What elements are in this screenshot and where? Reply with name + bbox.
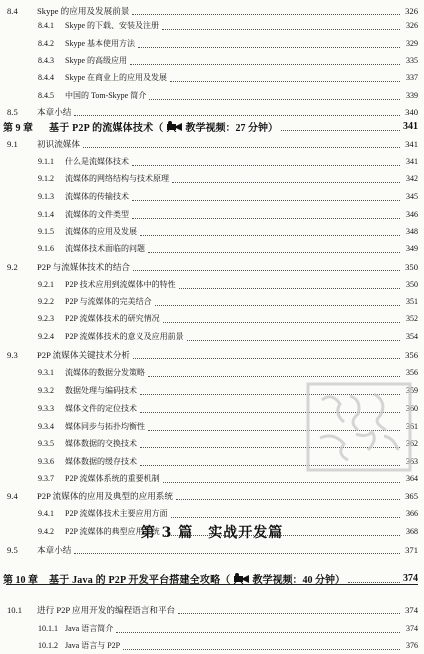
toc-subsection-entry[interactable] bbox=[38, 470, 418, 487]
entry-number: 8.4.5 bbox=[38, 91, 54, 100]
dot-leader bbox=[162, 28, 400, 30]
page-number: 342 bbox=[406, 174, 418, 183]
dot-leader bbox=[123, 648, 400, 650]
entry-title: 流媒体的网络结构与技术原理 bbox=[65, 174, 169, 183]
entry-number: 9.3.1 bbox=[38, 368, 54, 377]
toc-section-entry[interactable] bbox=[7, 346, 418, 363]
entry-title: Java 语言简介 bbox=[65, 624, 114, 633]
page-number: 326 bbox=[406, 21, 418, 30]
entry-number: 8.4.3 bbox=[38, 56, 54, 65]
entry-title: Skype 的高级应用 bbox=[65, 56, 127, 65]
entry-title: Java 语言与 P2P bbox=[65, 641, 121, 650]
toc-chapter-entry[interactable] bbox=[3, 570, 418, 587]
page-number: 335 bbox=[406, 56, 418, 65]
toc-subsection-entry[interactable] bbox=[38, 328, 418, 345]
page-number: 359 bbox=[406, 386, 418, 395]
toc-subsection-entry[interactable] bbox=[38, 418, 418, 435]
toc-section-entry[interactable] bbox=[7, 258, 418, 275]
entry-title: 基于 P2P 的流媒体技术（ bbox=[49, 123, 164, 134]
dot-leader bbox=[133, 269, 400, 271]
page-number: 366 bbox=[406, 509, 418, 518]
page-number: 329 bbox=[406, 39, 418, 48]
entry-title: P2P 技术应用到流媒体中的特性 bbox=[65, 280, 176, 289]
entry-number: 9.2.4 bbox=[38, 332, 54, 341]
toc-subsection-entry[interactable] bbox=[38, 223, 418, 240]
entry-title: P2P 流媒体关键技术分析 bbox=[37, 349, 131, 360]
entry-number: 10.1.1 bbox=[38, 624, 58, 633]
toc-subsection-entry[interactable] bbox=[38, 35, 418, 52]
entry-number: 9.3.6 bbox=[38, 457, 54, 466]
toc-subsection-entry[interactable] bbox=[38, 188, 418, 205]
entry-number: 8.4 bbox=[7, 5, 18, 16]
part-heading: 第 3 篇 实战开发篇 bbox=[140, 525, 284, 541]
dot-leader bbox=[140, 393, 400, 395]
dot-leader bbox=[163, 321, 400, 323]
entry-title: 流媒体的数据分发策略 bbox=[65, 368, 145, 377]
entry-number: 9.1.3 bbox=[38, 192, 54, 201]
toc-section-entry[interactable] bbox=[7, 487, 418, 504]
page-number: 360 bbox=[406, 404, 418, 413]
dot-leader bbox=[133, 357, 400, 359]
entry-title: P2P 流媒体技术的研究情况 bbox=[65, 314, 160, 323]
entry-number: 9.3.7 bbox=[38, 474, 54, 483]
entry-number: 9.3.5 bbox=[38, 439, 54, 448]
entry-number: 10.1.2 bbox=[38, 641, 58, 650]
toc-subsection-entry[interactable] bbox=[38, 276, 418, 293]
toc-subsection-entry[interactable] bbox=[38, 400, 418, 417]
entry-title: P2P 与流媒体的完美结合 bbox=[65, 297, 152, 306]
dot-leader bbox=[163, 481, 400, 483]
page-number: 351 bbox=[406, 297, 418, 306]
entry-title: 中国的 Tom-Skype 简介 bbox=[65, 91, 147, 100]
entry-title: 媒体文件的定位技术 bbox=[65, 404, 137, 413]
entry-number: 8.4.2 bbox=[38, 39, 54, 48]
dot-leader bbox=[148, 429, 400, 431]
page-number: 337 bbox=[406, 73, 418, 82]
page-number: 374 bbox=[405, 604, 418, 615]
entry-number: 9.1.1 bbox=[38, 157, 54, 166]
toc-subsection-entry[interactable] bbox=[38, 206, 418, 223]
dot-leader bbox=[138, 46, 400, 48]
entry-number: 9.1.2 bbox=[38, 174, 54, 183]
dot-leader bbox=[149, 98, 400, 100]
entry-number: 9.4.2 bbox=[38, 527, 54, 536]
entry-title: P2P 流媒体系统的重要机制 bbox=[65, 474, 160, 483]
entry-title: P2P 流媒体技术的意义及应用前景 bbox=[65, 332, 184, 341]
page-number: 352 bbox=[406, 314, 418, 323]
entry-title: 媒体数据的缓存技术 bbox=[65, 457, 137, 466]
toc-subsection-entry[interactable] bbox=[38, 170, 418, 187]
entry-number: 9.2.3 bbox=[38, 314, 54, 323]
toc-subsection-entry[interactable] bbox=[38, 310, 418, 327]
entry-title: 本章小结 bbox=[37, 106, 72, 117]
dot-leader bbox=[176, 498, 400, 500]
toc-chapter-entry[interactable] bbox=[3, 118, 418, 135]
entry-number: 9.3.3 bbox=[38, 404, 54, 413]
page-number: 345 bbox=[406, 192, 418, 201]
entry-number: 第 9 章 bbox=[3, 123, 33, 134]
toc-subsection-entry[interactable] bbox=[38, 453, 418, 470]
entry-number: 9.3 bbox=[7, 349, 18, 360]
entry-number: 9.4 bbox=[7, 490, 18, 501]
page-number: 354 bbox=[406, 332, 418, 341]
entry-title: 流媒体的应用及发展 bbox=[65, 227, 137, 236]
page-number: 362 bbox=[406, 439, 418, 448]
dot-leader bbox=[74, 114, 400, 116]
entry-title: P2P 流媒体的应用及典型的应用系统 bbox=[37, 490, 173, 501]
entry-title: P2P 与流媒体技术的结合 bbox=[37, 261, 131, 272]
page-number: 341 bbox=[406, 157, 418, 166]
page-number: 348 bbox=[406, 227, 418, 236]
page-number: 349 bbox=[406, 244, 418, 253]
entry-number: 9.1.5 bbox=[38, 227, 54, 236]
entry-title: Skype 的下载、安装及注册 bbox=[65, 21, 159, 30]
entry-number: 9.3.4 bbox=[38, 422, 54, 431]
page-number: 374 bbox=[406, 624, 418, 633]
toc-subsection-entry[interactable] bbox=[38, 52, 418, 69]
entry-title: 进行 P2P 应用开发的编程语言和平台 bbox=[37, 604, 176, 615]
entry-title: 什么是流媒体技术 bbox=[65, 157, 129, 166]
video-duration: 教学视频：40 分钟） bbox=[252, 575, 345, 586]
dot-leader bbox=[132, 199, 400, 201]
toc-subsection-entry[interactable] bbox=[38, 87, 418, 104]
dot-leader bbox=[281, 129, 400, 131]
entry-title: Skype 基本使用方法 bbox=[65, 39, 135, 48]
toc-subsection-entry[interactable] bbox=[38, 293, 418, 310]
dot-leader bbox=[155, 304, 400, 306]
toc-section-entry[interactable] bbox=[7, 135, 418, 152]
entry-title: 本章小结 bbox=[37, 544, 72, 555]
page-number: 350 bbox=[406, 280, 418, 289]
toc-section-entry[interactable] bbox=[7, 541, 418, 558]
dot-leader bbox=[140, 234, 400, 236]
entry-number: 9.1 bbox=[7, 138, 18, 149]
toc-subsection-entry[interactable] bbox=[38, 435, 418, 452]
toc-subsection-entry[interactable] bbox=[38, 620, 418, 637]
entry-number: 8.5 bbox=[7, 106, 18, 117]
page-number: 364 bbox=[406, 474, 418, 483]
toc-section-entry[interactable] bbox=[7, 601, 418, 618]
page-number: 376 bbox=[406, 641, 418, 650]
page-number: 340 bbox=[405, 106, 418, 117]
toc-subsection-entry[interactable] bbox=[38, 382, 418, 399]
dot-leader bbox=[140, 411, 400, 413]
entry-number: 9.2.1 bbox=[38, 280, 54, 289]
dot-leader bbox=[116, 631, 400, 633]
entry-number: 第 10 章 bbox=[3, 575, 38, 586]
page-number: 326 bbox=[405, 5, 418, 16]
entry-title: 数据处理与编码技术 bbox=[65, 386, 137, 395]
entry-title: 基于 Java 的 P2P 开发平台搭建全攻略（ bbox=[49, 575, 231, 586]
entry-number: 9.1.4 bbox=[38, 210, 54, 219]
page-number: 368 bbox=[406, 527, 418, 536]
entry-number: 9.2 bbox=[7, 261, 18, 272]
entry-title: Skype 在商业上的应用及发展 bbox=[65, 73, 167, 82]
dot-leader bbox=[83, 146, 400, 148]
dot-leader bbox=[74, 552, 400, 554]
dot-leader bbox=[187, 339, 400, 341]
dot-leader bbox=[170, 80, 400, 82]
page-number: 346 bbox=[406, 210, 418, 219]
toc-subsection-entry[interactable] bbox=[38, 505, 418, 522]
page-number: 356 bbox=[406, 368, 418, 377]
entry-number: 8.4.1 bbox=[38, 21, 54, 30]
dot-leader bbox=[172, 181, 400, 183]
toc-subsection-entry[interactable] bbox=[38, 17, 418, 34]
dot-leader bbox=[130, 63, 400, 65]
entry-number: 10.1 bbox=[7, 604, 23, 615]
toc-subsection-entry[interactable] bbox=[38, 364, 418, 381]
toc-subsection-entry[interactable] bbox=[38, 637, 418, 654]
entry-title: 初识流媒体 bbox=[37, 138, 80, 149]
dot-leader bbox=[179, 287, 400, 289]
dot-leader bbox=[348, 581, 400, 583]
entry-number: 9.1.6 bbox=[38, 244, 54, 253]
film-camera-icon bbox=[166, 121, 183, 132]
entry-number: 9.4.1 bbox=[38, 509, 54, 518]
page-number: 371 bbox=[405, 544, 418, 555]
page-number: 350 bbox=[405, 261, 418, 272]
page-number: 339 bbox=[406, 91, 418, 100]
page-number: 361 bbox=[406, 422, 418, 431]
page-number: 341 bbox=[403, 121, 418, 132]
dot-leader bbox=[132, 164, 400, 166]
entry-title: 流媒体的传输技术 bbox=[65, 192, 129, 201]
dot-leader bbox=[132, 13, 400, 15]
video-duration: 教学视频：27 分钟） bbox=[185, 123, 278, 134]
entry-title: P2P 流媒体的典型应用系统 bbox=[65, 527, 160, 536]
entry-title: P2P 流媒体技术主要应用方面 bbox=[65, 509, 168, 518]
entry-number: 9.3.2 bbox=[38, 386, 54, 395]
dot-leader bbox=[148, 251, 400, 253]
toc-subsection-entry[interactable] bbox=[38, 240, 418, 257]
page-number: 363 bbox=[406, 457, 418, 466]
toc-subsection-entry[interactable] bbox=[38, 69, 418, 86]
page-number: 365 bbox=[405, 490, 418, 501]
entry-number: 9.2.2 bbox=[38, 297, 54, 306]
page-number: 374 bbox=[403, 573, 418, 584]
entry-number: 9.5 bbox=[7, 544, 18, 555]
dot-leader bbox=[140, 446, 400, 448]
dot-leader bbox=[148, 375, 400, 377]
dot-leader bbox=[132, 217, 400, 219]
entry-title: 流媒体的文件类型 bbox=[65, 210, 129, 219]
entry-title: 媒体同步与拓扑均衡性 bbox=[65, 422, 145, 431]
page-number: 341 bbox=[405, 138, 418, 149]
dot-leader bbox=[171, 516, 400, 518]
page-number: 356 bbox=[405, 349, 418, 360]
toc-subsection-entry[interactable] bbox=[38, 153, 418, 170]
entry-title: 流媒体技术面临的问题 bbox=[65, 244, 145, 253]
entry-number: 8.4.4 bbox=[38, 73, 54, 82]
film-camera-icon bbox=[233, 573, 250, 584]
dot-leader bbox=[140, 464, 400, 466]
entry-title: 媒体数据的交换技术 bbox=[65, 439, 137, 448]
entry-title: Skype 的应用及发展前景 bbox=[37, 5, 130, 16]
